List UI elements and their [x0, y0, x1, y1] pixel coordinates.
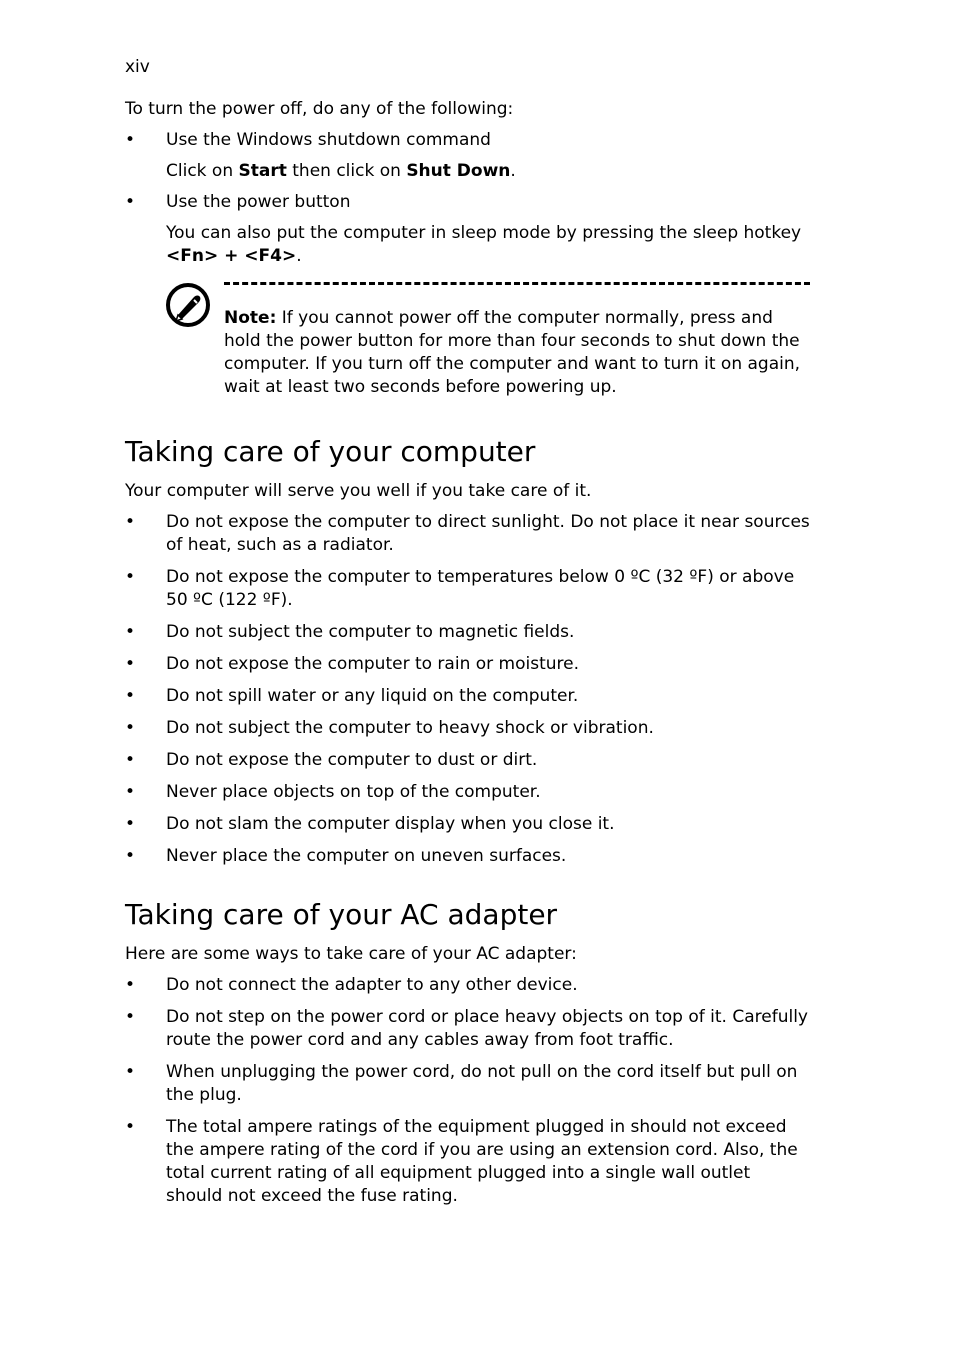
power-off-intro: To turn the power off, do any of the following: [125, 99, 514, 119]
note-text [224, 307, 810, 399]
list-item: • The total ampere ratings of the equipment plugged in should not exceed the ampere rating of the cord if you are using an extension cord. Also, the total current rating of all equipment plugged into a single wall outlet should not exceed the fuse rating. [125, 1116, 810, 1208]
instruction-text: Click on [166, 161, 239, 181]
list-item: • Do not subject the computer to heavy shock or vibration. [125, 717, 810, 740]
note-divider [224, 282, 810, 285]
care-computer-intro: Your computer will serve you well if you take care of it. [125, 481, 592, 501]
shut-down-label: Shut Down [406, 161, 511, 181]
list-item: • Do not slam the computer display when you close it. [125, 813, 810, 836]
list-item: • Never place the computer on uneven surfaces. [125, 845, 810, 868]
instruction-text: You can also put the computer in sleep mode by pressing the sleep hotkey [166, 223, 802, 243]
note-body: If you cannot power off the computer normally, press and hold the power button for more than four seconds to shut down the computer. If you turn off the computer and want to turn it on again, wait at least two seconds before powering up. [224, 308, 801, 397]
note-label: Note: [224, 308, 277, 328]
list-item: • Never place objects on top of the computer. [125, 781, 810, 804]
page-number: xiv [125, 57, 150, 77]
list-item: • When unplugging the power cord, do not pull on the cord itself but pull on the plug. [125, 1061, 810, 1107]
list-item: • Do not expose the computer to rain or moisture. [125, 653, 810, 676]
list-item: • Do not step on the power cord or place heavy objects on top of it. Carefully route the power cord and any cables away from foot traffic. [125, 1006, 810, 1052]
power-off-list-2 [125, 191, 810, 214]
care-computer-list [125, 511, 810, 868]
power-off-list [125, 129, 810, 152]
sleep-instruction [125, 222, 810, 268]
list-item: • Use the power button [125, 191, 810, 214]
list-item: • Do not subject the computer to magnetic fields. [125, 621, 810, 644]
list-item: • Do not spill water or any liquid on the computer. [125, 685, 810, 708]
list-item: • Do not expose the computer to dust or dirt. [125, 749, 810, 772]
instruction-text: . [296, 246, 302, 266]
list-item: • Do not expose the computer to temperatures below 0 ºC (32 ºF) or above 50 ºC (122 ºF). [125, 566, 810, 612]
care-computer-heading: Taking care of your computer [125, 435, 536, 468]
shutdown-instruction [125, 160, 810, 183]
document-page [125, 56, 810, 1217]
list-item: • Do not connect the adapter to any other device. [125, 974, 810, 997]
note-box [125, 282, 810, 399]
care-adapter-list [125, 974, 810, 1208]
sleep-hotkey: <Fn> + <F4> [166, 246, 297, 266]
care-adapter-intro: Here are some ways to take care of your AC adapter: [125, 944, 577, 964]
start-label: Start [238, 161, 287, 181]
list-item: • Do not expose the computer to direct sunlight. Do not place it near sources of heat, such as a radiator. [125, 511, 810, 557]
note-pen-icon [165, 282, 211, 328]
instruction-text: . [510, 161, 516, 181]
care-adapter-heading: Taking care of your AC adapter [125, 898, 558, 931]
instruction-text: then click on [286, 161, 407, 181]
list-item: • Use the Windows shutdown command [125, 129, 810, 152]
